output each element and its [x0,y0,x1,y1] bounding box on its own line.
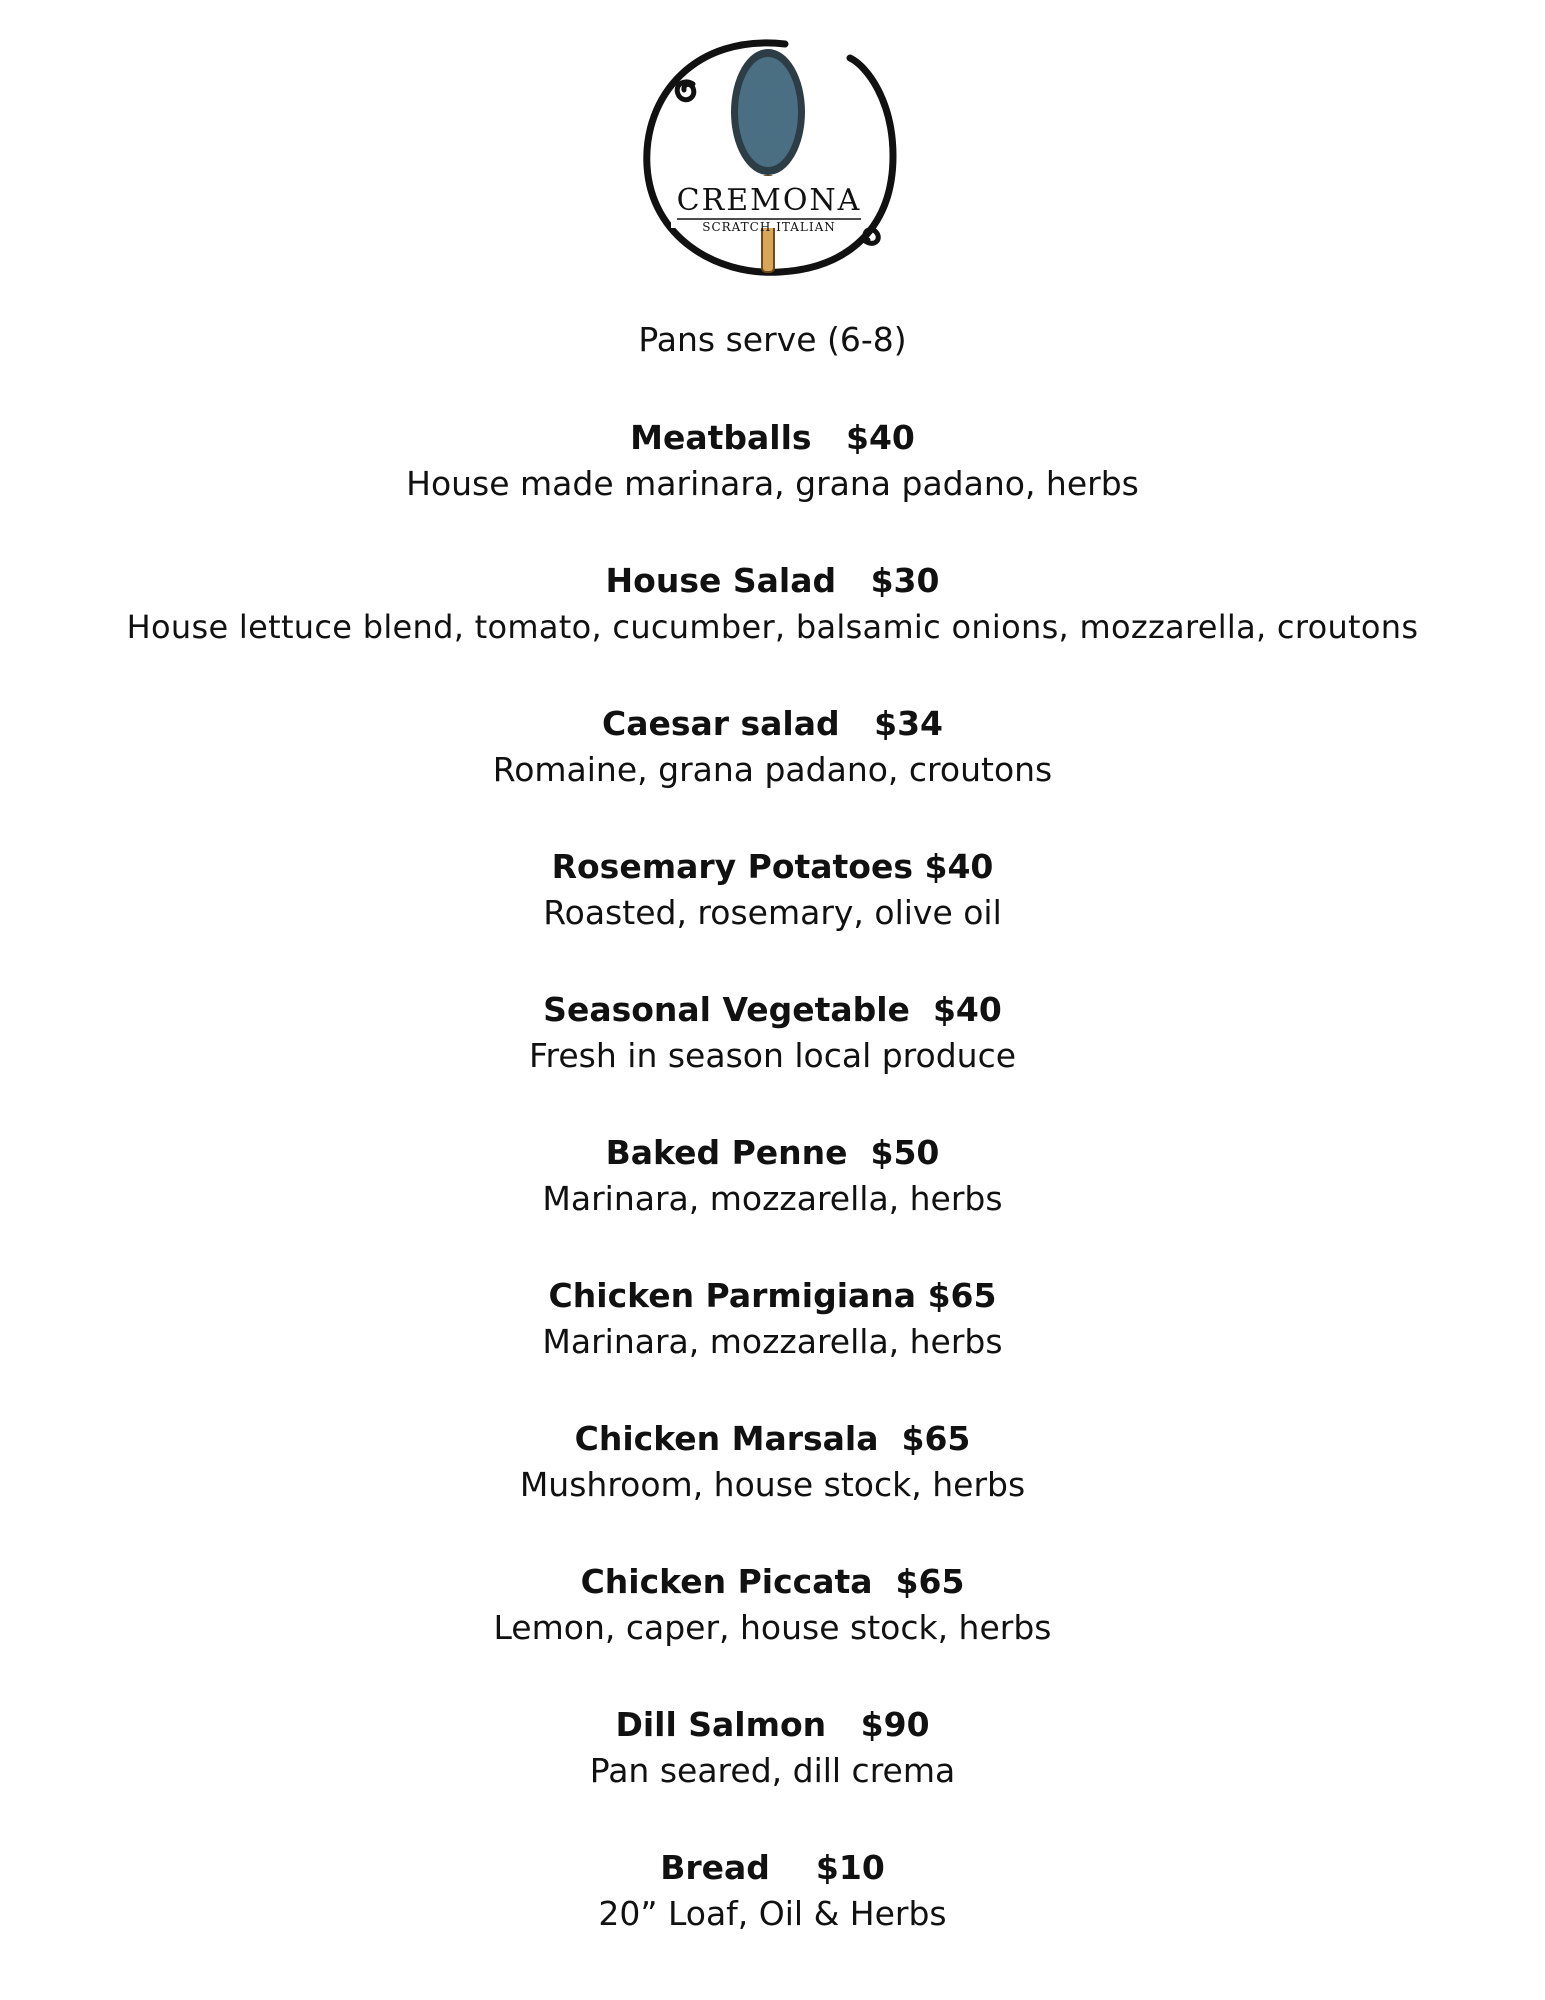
item-price: $65 [901,1419,971,1458]
menu-item-chicken-marsala [0,1416,1545,1559]
item-description: Marinara, mozzarella, herbs [542,1322,1003,1361]
item-price: $65 [895,1562,965,1601]
item-name: Caesar salad [601,704,840,743]
item-name: Rosemary Potatoes [551,847,913,886]
item-name: Meatballs [630,418,812,457]
menu-item-dill-salmon [0,1702,1545,1845]
item-heading [0,1559,1545,1605]
serving-size-note: Pans serve (6-8) [638,320,907,359]
item-price: $40 [846,418,915,457]
item-description: Marinara, mozzarella, herbs [542,1179,1003,1218]
menu-item-meatballs [0,415,1545,558]
logo-swirl-top [677,82,694,100]
item-description: Roasted, rosemary, olive oil [543,893,1002,932]
cremona-logo [635,26,905,284]
item-name: House Salad [605,561,837,600]
item-description: Fresh in season local produce [528,1036,1017,1075]
menu-item-chicken-piccata [0,1559,1545,1702]
item-description: Romaine, grana padano, croutons [492,750,1053,789]
item-heading [0,1273,1545,1319]
item-heading [0,558,1545,604]
item-name: Bread [660,1848,770,1887]
item-name: Chicken Parmigiana [548,1276,917,1315]
menu-item-rosemary-potatoes [0,844,1545,987]
menu-item-bread [0,1845,1545,1988]
item-name: Chicken Marsala [574,1419,879,1458]
item-name: Baked Penne [605,1133,848,1172]
item-heading [0,415,1545,461]
item-heading [0,1130,1545,1176]
item-name: Chicken Piccata [580,1562,873,1601]
menu-item-caesar-salad [0,701,1545,844]
menu-list [0,415,1545,1988]
logo-swirl-bottom [865,230,878,244]
menu-item-house-salad [0,558,1545,701]
item-heading [0,844,1545,890]
menu-item-chicken-parmigiana [0,1273,1545,1416]
cremona-logo-graphic [635,26,905,284]
item-price: $90 [860,1705,930,1744]
spoon-bowl-inner [738,57,798,167]
item-heading [0,1416,1545,1462]
item-heading [0,1845,1545,1891]
logo-wordmark: CREMONA [676,183,862,218]
item-name: Seasonal Vegetable [543,990,910,1029]
item-heading [0,1702,1545,1748]
item-price: $10 [815,1848,885,1887]
item-heading [0,987,1545,1033]
item-description: Pan seared, dill crema [589,1751,956,1790]
item-name: Dill Salmon [615,1705,827,1744]
item-heading [0,701,1545,747]
menu-item-seasonal-vegetable [0,987,1545,1130]
item-price: $40 [932,990,1002,1029]
logo-tagline: SCRATCH ITALIAN [702,220,836,234]
item-description: Lemon, caper, house stock, herbs [493,1608,1052,1647]
item-price: $40 [924,847,994,886]
item-price: $65 [927,1276,997,1315]
item-description: House lettuce blend, tomato, cucumber, balsamic onions, mozzarella, croutons [126,608,1419,646]
item-description: House made marinara, grana padano, herbs [406,464,1139,503]
item-price: $50 [870,1133,940,1172]
menu-item-baked-penne [0,1130,1545,1273]
item-price: $30 [870,561,940,600]
item-description: 20” Loaf, Oil & Herbs [598,1894,947,1933]
item-price: $34 [874,704,943,743]
item-description: Mushroom, house stock, herbs [519,1465,1026,1504]
